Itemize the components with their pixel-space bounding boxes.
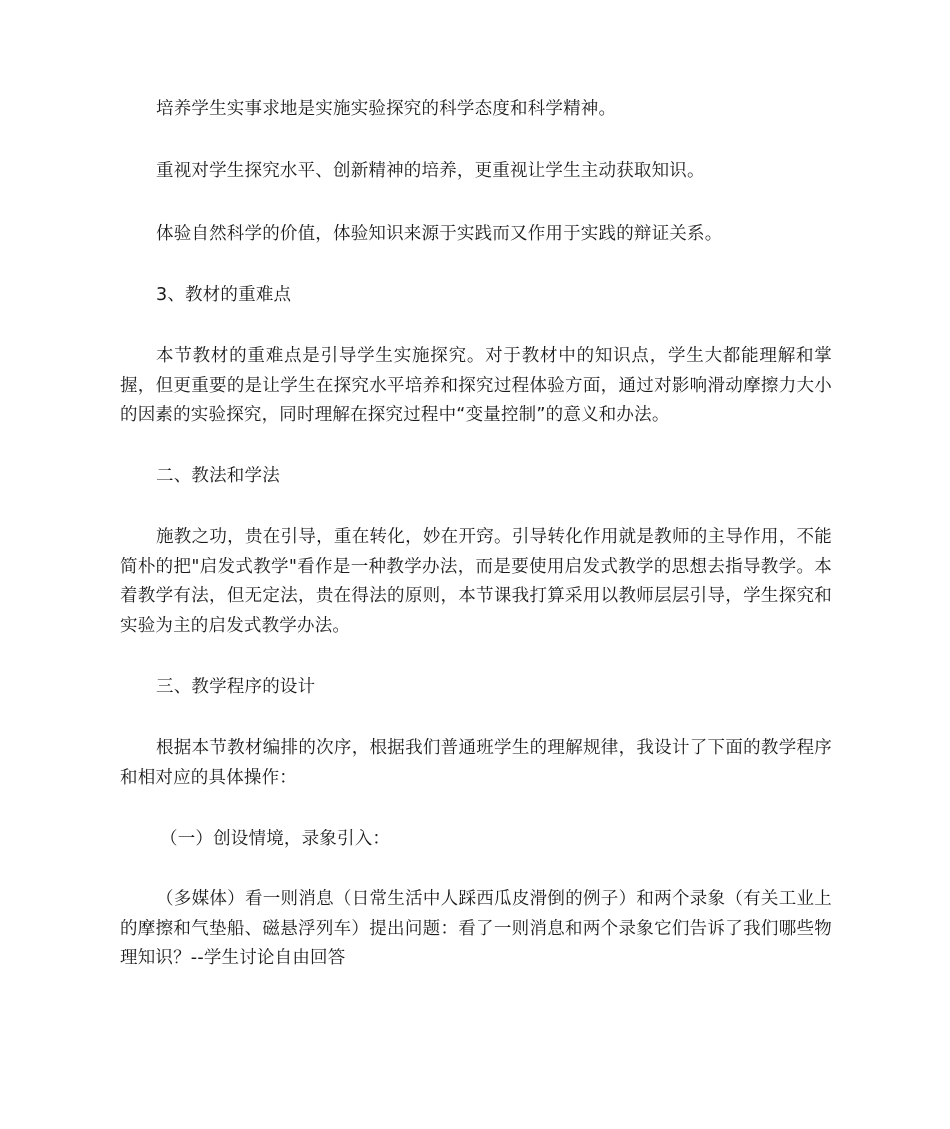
paragraph-key-points: 本节教材的重难点是引导学生实施探究。对于教材中的知识点，学生大都能理解和掌握，但更重要的是让学生在探究水平培养和探究过程体验方面，通过对影响滑动摩擦力大小的因素的实验探究，同时理解在探究过程中“变量控制”的意义和办法。	[120, 346, 832, 425]
section-heading-methods: 二、教法和学法	[156, 466, 280, 486]
subsection-heading-intro: （一）创设情境，录象引入：	[160, 829, 391, 849]
paragraph-methods: 施教之功，贵在引导，重在转化，妙在开窍。引导转化作用就是教师的主导作用，不能简朴的把"启发式教学"看作是一种教学办法，而是要使用启发式教学的思想去指导教学。本着教学有法，但无定法，贵在得法的原则，本节课我打算采用以教师层层引导，学生探究和实验为主的启发式教学办法。	[120, 527, 832, 636]
section-heading-procedure: 三、教学程序的设计	[156, 677, 316, 697]
paragraph-multimedia: （多媒体）看一则消息（日常生活中人踩西瓜皮滑倒的例子）和两个录象（有关工业上的摩擦和气垫船、磁悬浮列车）提出问题：看了一则消息和两个录象它们告诉了我们哪些物理知识？--学生讨论自由回答	[120, 889, 832, 968]
paragraph-attitude: 培养学生实事求地是实施实验探究的科学态度和科学精神。	[156, 99, 617, 119]
paragraph-innovation: 重视对学生探究水平、创新精神的培养，更重视让学生主动获取知识。	[156, 161, 705, 181]
paragraph-procedure: 根据本节教材编排的次序，根据我们普通班学生的理解规律，我设计了下面的教学程序和相对应的具体操作：	[120, 738, 832, 788]
section-heading-key-points: 3、教材的重难点	[156, 285, 292, 305]
paragraph-value: 体验自然科学的价值，体验知识来源于实践而又作用于实践的辩证关系。	[156, 224, 723, 244]
